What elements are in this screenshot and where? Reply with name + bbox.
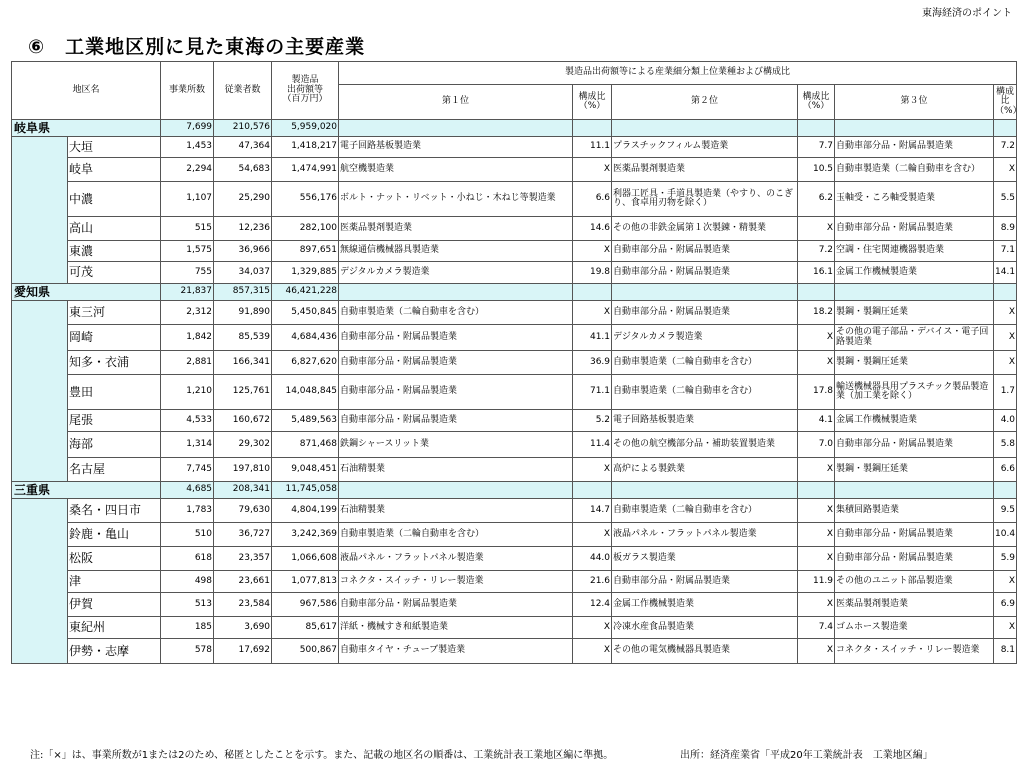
rank3-industry: 自動車部分品・附属品製造業 — [835, 217, 994, 241]
table-row — [12, 137, 1017, 158]
rank2-ratio: 17.8 — [798, 375, 835, 410]
prefecture-empty-cell — [994, 482, 1017, 499]
rank3-industry: 自動車部分品・附属品製造業 — [835, 547, 994, 571]
area-establishments: 4,533 — [161, 410, 214, 432]
prefecture-employees: 208,341 — [214, 482, 272, 499]
table-row — [12, 593, 1017, 617]
rank3-ratio: X — [994, 571, 1017, 593]
area-shipments: 85,617 — [272, 617, 339, 639]
header-label: 東海経済のポイント — [922, 8, 1012, 19]
rank1-industry: 自動車部分品・附属品製造業 — [339, 325, 573, 351]
rank1-ratio: 14.6 — [573, 217, 612, 241]
area-employees: 166,341 — [214, 351, 272, 375]
rank1-industry: コネクタ・スイッチ・リレー製造業 — [339, 571, 573, 593]
rank3-industry: 自動車部分品・附属品製造業 — [835, 523, 994, 547]
rank1-industry: デジタルカメラ製造業 — [339, 262, 573, 284]
rank1-ratio: 12.4 — [573, 593, 612, 617]
header-employees: 従業者数 — [214, 62, 272, 120]
table-row — [12, 617, 1017, 639]
rank1-ratio: X — [573, 158, 612, 182]
area-employees: 12,236 — [214, 217, 272, 241]
prefecture-empty-cell — [835, 482, 994, 499]
area-shipments: 1,066,608 — [272, 547, 339, 571]
table-row — [12, 639, 1017, 664]
rank3-ratio: X — [994, 325, 1017, 351]
rank1-industry: 石油精製業 — [339, 499, 573, 523]
area-employees: 36,727 — [214, 523, 272, 547]
rank3-ratio: 5.8 — [994, 432, 1017, 458]
prefecture-shipments: 11,745,058 — [272, 482, 339, 499]
rank3-industry: 製鋼・製鋼圧延業 — [835, 351, 994, 375]
area-name: 知多・衣浦 — [68, 351, 161, 375]
rank1-industry: 自動車タイヤ・チューブ製造業 — [339, 639, 573, 664]
rank3-ratio: 9.5 — [994, 499, 1017, 523]
rank2-ratio: X — [798, 499, 835, 523]
area-establishments: 2,312 — [161, 301, 214, 325]
rank3-ratio: X — [994, 617, 1017, 639]
area-employees: 160,672 — [214, 410, 272, 432]
rank1-industry: 自動車部分品・附属品製造業 — [339, 375, 573, 410]
table-body — [12, 120, 1017, 664]
rank2-industry: プラスチックフィルム製造業 — [612, 137, 798, 158]
area-shipments: 4,684,436 — [272, 325, 339, 351]
rank3-industry: 集積回路製造業 — [835, 499, 994, 523]
rank3-industry: 自動車部分品・附属品製造業 — [835, 432, 994, 458]
prefecture-side-band — [12, 499, 68, 664]
rank2-industry: 液晶パネル・フラットパネル製造業 — [612, 523, 798, 547]
prefecture-establishments: 7,699 — [161, 120, 214, 137]
rank3-ratio: X — [994, 301, 1017, 325]
rank2-industry: 自動車製造業（二輪自動車を含む） — [612, 375, 798, 410]
prefecture-side-band — [12, 137, 68, 284]
rank3-ratio: 6.6 — [994, 458, 1017, 482]
rank2-ratio: 11.9 — [798, 571, 835, 593]
table-row — [12, 523, 1017, 547]
rank3-industry: 空調・住宅関連機器製造業 — [835, 241, 994, 262]
rank1-ratio: 11.4 — [573, 432, 612, 458]
area-establishments: 498 — [161, 571, 214, 593]
area-establishments: 1,453 — [161, 137, 214, 158]
prefecture-empty-cell — [798, 120, 835, 137]
rank2-ratio: 7.2 — [798, 241, 835, 262]
rank3-ratio: 8.9 — [994, 217, 1017, 241]
area-establishments: 1,314 — [161, 432, 214, 458]
rank1-industry: 石油精製業 — [339, 458, 573, 482]
header-rank3: 第３位 — [835, 85, 994, 120]
area-establishments: 1,842 — [161, 325, 214, 351]
rank2-ratio: 18.2 — [798, 301, 835, 325]
rank2-ratio: X — [798, 325, 835, 351]
prefecture-name: 愛知県 — [12, 284, 161, 301]
rank2-ratio: X — [798, 523, 835, 547]
prefecture-establishments: 21,837 — [161, 284, 214, 301]
table-row — [12, 325, 1017, 351]
rank1-industry: 自動車製造業（二輪自動車を含む） — [339, 301, 573, 325]
rank2-industry: 自動車部分品・附属品製造業 — [612, 301, 798, 325]
rank3-industry: コネクタ・スイッチ・リレー製造業 — [835, 639, 994, 664]
area-establishments: 1,783 — [161, 499, 214, 523]
area-name: 海部 — [68, 432, 161, 458]
area-employees: 36,966 — [214, 241, 272, 262]
prefecture-name: 三重県 — [12, 482, 161, 499]
rank2-industry: 自動車部分品・附属品製造業 — [612, 571, 798, 593]
area-name: 伊賀 — [68, 593, 161, 617]
area-name: 東紀州 — [68, 617, 161, 639]
area-shipments: 871,468 — [272, 432, 339, 458]
prefecture-empty-cell — [994, 284, 1017, 301]
rank2-ratio: 7.0 — [798, 432, 835, 458]
rank3-industry: 自動車製造業（二輪自動車を含む） — [835, 158, 994, 182]
rank1-ratio: 5.2 — [573, 410, 612, 432]
table-row — [12, 375, 1017, 410]
rank2-industry: その他の航空機部分品・補助装置製造業 — [612, 432, 798, 458]
area-name: 中濃 — [68, 182, 161, 217]
rank2-ratio: X — [798, 593, 835, 617]
area-name: 岐阜 — [68, 158, 161, 182]
prefecture-empty-cell — [612, 120, 798, 137]
rank1-ratio: 6.6 — [573, 182, 612, 217]
prefecture-empty-cell — [573, 284, 612, 301]
rank2-industry: 高炉による製鉄業 — [612, 458, 798, 482]
area-employees: 17,692 — [214, 639, 272, 664]
area-shipments: 6,827,620 — [272, 351, 339, 375]
table-row — [12, 182, 1017, 217]
header-area: 地区名 — [12, 62, 161, 120]
area-name: 津 — [68, 571, 161, 593]
rank1-ratio: X — [573, 301, 612, 325]
rank1-industry: 鉄鋼シャースリット業 — [339, 432, 573, 458]
area-establishments: 515 — [161, 217, 214, 241]
table-row — [12, 262, 1017, 284]
rank3-ratio: X — [994, 158, 1017, 182]
rank1-ratio: X — [573, 241, 612, 262]
prefecture-row — [12, 482, 1017, 499]
table-row — [12, 499, 1017, 523]
area-establishments: 513 — [161, 593, 214, 617]
rank1-ratio: 14.7 — [573, 499, 612, 523]
area-shipments: 3,242,369 — [272, 523, 339, 547]
header-rank2: 第２位 — [612, 85, 798, 120]
rank2-industry: 自動車部分品・附属品製造業 — [612, 262, 798, 284]
prefecture-employees: 857,315 — [214, 284, 272, 301]
area-establishments: 510 — [161, 523, 214, 547]
prefecture-empty-cell — [798, 482, 835, 499]
area-shipments: 556,176 — [272, 182, 339, 217]
rank1-ratio: X — [573, 523, 612, 547]
area-shipments: 967,586 — [272, 593, 339, 617]
rank1-ratio: 71.1 — [573, 375, 612, 410]
prefecture-row — [12, 120, 1017, 137]
area-employees: 29,302 — [214, 432, 272, 458]
header-shipments: 製造品 出荷額等 （百万円） — [272, 62, 339, 120]
rank1-ratio: 21.6 — [573, 571, 612, 593]
area-shipments: 1,077,813 — [272, 571, 339, 593]
rank1-industry: 自動車部分品・附属品製造業 — [339, 351, 573, 375]
rank2-industry: 医薬品製剤製造業 — [612, 158, 798, 182]
area-shipments: 1,329,885 — [272, 262, 339, 284]
rank1-industry: 洋紙・機械すき和紙製造業 — [339, 617, 573, 639]
rank2-industry: 板ガラス製造業 — [612, 547, 798, 571]
table-row — [12, 458, 1017, 482]
area-shipments: 5,450,845 — [272, 301, 339, 325]
rank2-ratio: X — [798, 351, 835, 375]
industry-table — [11, 61, 1022, 664]
area-shipments: 897,651 — [272, 241, 339, 262]
area-employees: 79,630 — [214, 499, 272, 523]
rank3-ratio: 5.5 — [994, 182, 1017, 217]
rank1-ratio: 36.9 — [573, 351, 612, 375]
header-establishments: 事業所数 — [161, 62, 214, 120]
table-row — [12, 301, 1017, 325]
area-establishments: 1,575 — [161, 241, 214, 262]
rank2-ratio: 10.5 — [798, 158, 835, 182]
rank3-ratio: 8.1 — [994, 639, 1017, 664]
rank1-industry: 自動車製造業（二輪自動車を含む） — [339, 523, 573, 547]
area-shipments: 1,418,217 — [272, 137, 339, 158]
rank3-ratio: 10.4 — [994, 523, 1017, 547]
rank1-ratio: X — [573, 639, 612, 664]
prefecture-establishments: 4,685 — [161, 482, 214, 499]
prefecture-empty-cell — [612, 284, 798, 301]
area-employees: 3,690 — [214, 617, 272, 639]
area-establishments: 1,210 — [161, 375, 214, 410]
area-shipments: 4,804,199 — [272, 499, 339, 523]
prefecture-empty-cell — [339, 284, 573, 301]
area-employees: 54,683 — [214, 158, 272, 182]
rank3-ratio: 1.7 — [994, 375, 1017, 410]
rank2-industry: 利器工匠具・手道具製造業（やすり、のこぎり、食卓用刃物を除く） — [612, 182, 798, 217]
rank2-ratio: X — [798, 547, 835, 571]
area-name: 桑名・四日市 — [68, 499, 161, 523]
rank3-ratio: 7.1 — [994, 241, 1017, 262]
rank1-ratio: 41.1 — [573, 325, 612, 351]
rank3-industry: 製鋼・製鋼圧延業 — [835, 301, 994, 325]
prefecture-name: 岐阜県 — [12, 120, 161, 137]
area-name: 東濃 — [68, 241, 161, 262]
area-name: 鈴鹿・亀山 — [68, 523, 161, 547]
rank1-industry: ボルト・ナット・リベット・小ねじ・木ねじ等製造業 — [339, 182, 573, 217]
prefecture-shipments: 46,421,228 — [272, 284, 339, 301]
area-employees: 25,290 — [214, 182, 272, 217]
page-title: ⑥ 工業地区別に見た東海の主要産業 — [28, 36, 366, 58]
rank2-ratio: X — [798, 458, 835, 482]
rank2-ratio: 7.4 — [798, 617, 835, 639]
table-row — [12, 571, 1017, 593]
rank1-industry: 自動車部分品・附属品製造業 — [339, 410, 573, 432]
prefecture-empty-cell — [612, 482, 798, 499]
rank2-ratio: 4.1 — [798, 410, 835, 432]
rank1-industry: 液晶パネル・フラットパネル製造業 — [339, 547, 573, 571]
area-shipments: 1,474,991 — [272, 158, 339, 182]
area-establishments: 1,107 — [161, 182, 214, 217]
rank2-industry: 電子回路基板製造業 — [612, 410, 798, 432]
area-name: 可茂 — [68, 262, 161, 284]
table-row — [12, 217, 1017, 241]
area-shipments: 9,048,451 — [272, 458, 339, 482]
rank2-industry: 自動車製造業（二輪自動車を含む） — [612, 351, 798, 375]
prefecture-empty-cell — [798, 284, 835, 301]
area-name: 尾張 — [68, 410, 161, 432]
rank1-industry: 自動車部分品・附属品製造業 — [339, 593, 573, 617]
area-name: 伊勢・志摩 — [68, 639, 161, 664]
rank1-ratio: 44.0 — [573, 547, 612, 571]
area-employees: 34,037 — [214, 262, 272, 284]
prefecture-empty-cell — [573, 120, 612, 137]
rank1-ratio: X — [573, 617, 612, 639]
table-row — [12, 241, 1017, 262]
area-employees: 47,364 — [214, 137, 272, 158]
prefecture-shipments: 5,959,020 — [272, 120, 339, 137]
prefecture-empty-cell — [835, 284, 994, 301]
rank3-industry: その他のユニット部品製造業 — [835, 571, 994, 593]
rank3-industry: その他の電子部品・デバイス・電子回路製造業 — [835, 325, 994, 351]
source-note: 出所：経済産業省「平成20年工業統計表 工業地区編」 — [680, 750, 933, 761]
rank2-ratio: X — [798, 639, 835, 664]
rank1-ratio: X — [573, 458, 612, 482]
area-establishments: 755 — [161, 262, 214, 284]
area-employees: 85,539 — [214, 325, 272, 351]
table-row — [12, 410, 1017, 432]
table-row — [12, 351, 1017, 375]
header-rank1: 第１位 — [339, 85, 573, 120]
rank3-industry: 製鋼・製鋼圧延業 — [835, 458, 994, 482]
prefecture-empty-cell — [339, 482, 573, 499]
rank2-ratio: 7.7 — [798, 137, 835, 158]
rank2-industry: その他の非鉄金属第１次製錬・精製業 — [612, 217, 798, 241]
rank2-industry: 冷凍水産食品製造業 — [612, 617, 798, 639]
rank2-industry: デジタルカメラ製造業 — [612, 325, 798, 351]
rank3-industry: 医薬品製剤製造業 — [835, 593, 994, 617]
rank2-ratio: X — [798, 217, 835, 241]
header-ratio1: 構成比 （%） — [573, 85, 612, 120]
rank2-industry: 自動車製造業（二輪自動車を含む） — [612, 499, 798, 523]
rank3-ratio: 7.2 — [994, 137, 1017, 158]
area-establishments: 2,294 — [161, 158, 214, 182]
rank2-industry: 自動車部分品・附属品製造業 — [612, 241, 798, 262]
area-name: 岡崎 — [68, 325, 161, 351]
area-employees: 197,810 — [214, 458, 272, 482]
area-name: 豊田 — [68, 375, 161, 410]
rank2-industry: その他の電気機械器具製造業 — [612, 639, 798, 664]
area-employees: 91,890 — [214, 301, 272, 325]
rank3-ratio: 6.9 — [994, 593, 1017, 617]
area-name: 松阪 — [68, 547, 161, 571]
prefecture-employees: 210,576 — [214, 120, 272, 137]
table-row — [12, 547, 1017, 571]
rank2-industry: 金属工作機械製造業 — [612, 593, 798, 617]
rank1-industry: 無線通信機械器具製造業 — [339, 241, 573, 262]
rank3-industry: 玉軸受・ころ軸受製造業 — [835, 182, 994, 217]
area-name: 名古屋 — [68, 458, 161, 482]
area-establishments: 2,881 — [161, 351, 214, 375]
header-ratio2: 構成比 （%） — [798, 85, 835, 120]
rank1-industry: 航空機製造業 — [339, 158, 573, 182]
area-establishments: 185 — [161, 617, 214, 639]
header-ratio3: 構成比 （%） — [994, 85, 1017, 120]
prefecture-empty-cell — [835, 120, 994, 137]
table-row — [12, 432, 1017, 458]
footnote: 注:「×」は、事業所数が1または2のため、秘匿としたことを示す。また、記載の地区名の順番は、工業統計表工業地区編に準拠。 — [30, 750, 614, 761]
rank3-industry: 金属工作機械製造業 — [835, 410, 994, 432]
area-shipments: 500,867 — [272, 639, 339, 664]
rank1-ratio: 19.8 — [573, 262, 612, 284]
area-name: 東三河 — [68, 301, 161, 325]
area-establishments: 7,745 — [161, 458, 214, 482]
rank1-industry: 電子回路基板製造業 — [339, 137, 573, 158]
rank3-industry: 金属工作機械製造業 — [835, 262, 994, 284]
rank3-industry: ゴムホース製造業 — [835, 617, 994, 639]
rank3-industry: 自動車部分品・附属品製造業 — [835, 137, 994, 158]
area-employees: 23,661 — [214, 571, 272, 593]
rank3-ratio: X — [994, 351, 1017, 375]
rank1-industry: 医薬品製剤製造業 — [339, 217, 573, 241]
rank3-ratio: 5.9 — [994, 547, 1017, 571]
area-employees: 23,584 — [214, 593, 272, 617]
prefecture-side-band — [12, 301, 68, 482]
area-employees: 125,761 — [214, 375, 272, 410]
area-name: 大垣 — [68, 137, 161, 158]
prefecture-empty-cell — [573, 482, 612, 499]
rank1-ratio: 11.1 — [573, 137, 612, 158]
table-row — [12, 158, 1017, 182]
area-name: 高山 — [68, 217, 161, 241]
area-establishments: 578 — [161, 639, 214, 664]
rank2-ratio: 6.2 — [798, 182, 835, 217]
prefecture-row — [12, 284, 1017, 301]
area-shipments: 5,489,563 — [272, 410, 339, 432]
header-industry-group: 製造品出荷額等による産業細分類上位業種および構成比 — [339, 62, 1017, 85]
rank3-ratio: 4.0 — [994, 410, 1017, 432]
area-shipments: 282,100 — [272, 217, 339, 241]
rank3-ratio: 14.1 — [994, 262, 1017, 284]
area-employees: 23,357 — [214, 547, 272, 571]
prefecture-empty-cell — [994, 120, 1017, 137]
rank2-ratio: 16.1 — [798, 262, 835, 284]
area-establishments: 618 — [161, 547, 214, 571]
rank3-industry: 輸送機械器具用プラスチック製品製造業（加工業を除く） — [835, 375, 994, 410]
area-shipments: 14,048,845 — [272, 375, 339, 410]
prefecture-empty-cell — [339, 120, 573, 137]
